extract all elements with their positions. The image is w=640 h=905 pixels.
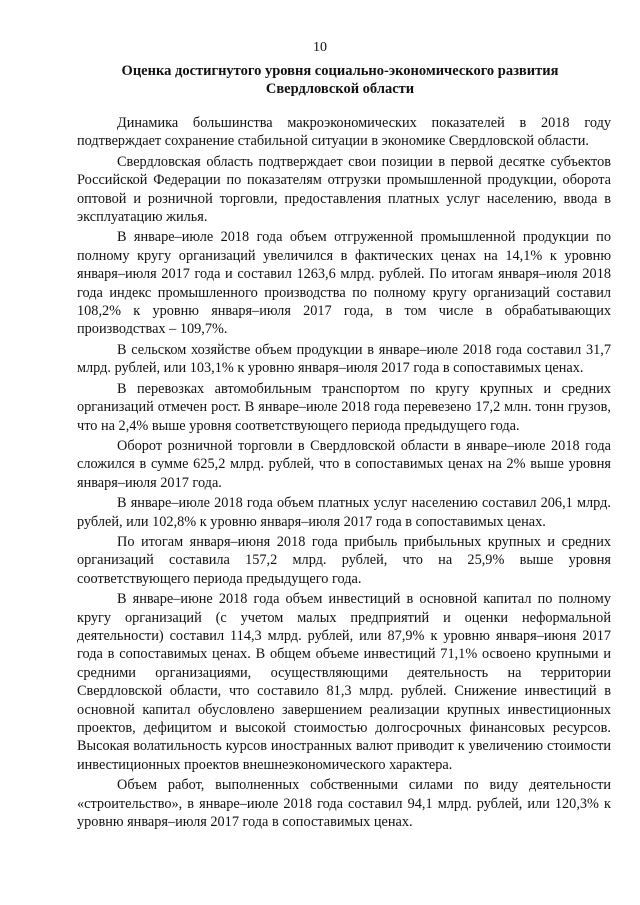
paragraph-transport: В перевозках автомобильным транспортом по кругу крупных и средних организаций отмечен рост. В январе–июле 2018 года перевезено 17,2 млн. тонн грузов, что на 2,4% выше уровня соответствующего периода предыдущего года. [77, 380, 611, 434]
paragraph-region-position: Свердловская область подтверждает свои позиции в первой десятке субъектов Российской Федерации по показателям отгрузки промышленной продукции, оборота оптовой и розничной торговли, предоставления платных услуг населению, ввода в эксплуатацию жилья. [77, 153, 611, 226]
paragraph-profit: По итогам января–июня 2018 года прибыль прибыльных крупных и средних организаций составила 157,2 млрд. рублей, что на 25,9% выше уровня соответствующего периода предыдущего года. [77, 533, 611, 587]
paragraph-industry: В январе–июле 2018 года объем отгруженной промышленной продукции по полному кругу организаций увеличился в фактических ценах на 14,1% к уровню января–июля 2017 года и составил 1263,6 млрд. рублей. По итогам января–июля 2018 года индекс промышленного производства по полному кругу организаций составил 108,2% к уровню января–июля 2017 года, в том числе в обрабатывающих производствах – 109,7%. [77, 229, 611, 338]
paragraph-investment: В январе–июне 2018 года объем инвестиций в основной капитал по полному кругу организаций (с учетом малых предприятий и оценки неформальной деятельности) составил 114,3 млрд. рублей, или 87,9% к уровню января–июня 2017 года в сопоставимых ценах. В общем объеме инвестиций 71,1% освоено крупными и средними организациями, осуществляющими деятельность на территории Свердловской области, что составило 81,3 млрд. рублей. Снижение инвестиций в основной капитал обусловлено завершением реализации крупных инвестиционных проектов, дефицитом и высокой стоимостью долгосрочных финансовых ресурсов. Высокая волатильность курсов иностранных валют приводит к увеличению стоимости инвестиционных проектов внешнеэкономического характера. [77, 591, 611, 773]
paragraph-retail: Оборот розничной торговли в Свердловской области в январе–июле 2018 года сложился в сумме 625,2 млрд. рублей, что в сопоставимых ценах на 2% выше уровня января–июля 2017 года. [77, 437, 611, 491]
paragraph-overview: Динамика большинства макроэкономических показателей в 2018 году подтверждает сохранение стабильной ситуации в экономике Свердловской области. [77, 115, 611, 150]
document-body [77, 114, 611, 833]
page-number: 10 [313, 40, 327, 55]
paragraph-construction: Объем работ, выполненных собственными силами по виду деятельности «строительство», в январе–июле 2018 года составил 94,1 млрд. рублей, или 120,3% к уровню января–июля 2017 года в сопоставимых ценах. [77, 777, 611, 831]
title-line-2: Свердловской области [265, 81, 415, 97]
paragraph-agriculture: В сельском хозяйстве объем продукции в январе–июле 2018 года составил 31,7 млрд. рублей, или 103,1% к уровню января–июля 2017 года в сопоставимых ценах. [77, 341, 611, 377]
document-title [80, 62, 600, 98]
title-line-1: Оценка достигнутого уровня социально-экономического развития [121, 63, 559, 79]
paragraph-paid-services: В январе–июле 2018 года объем платных услуг населению составил 206,1 млрд. рублей, или 102,8% к уровню января–июля 2017 года в сопоставимых ценах. [77, 495, 611, 530]
